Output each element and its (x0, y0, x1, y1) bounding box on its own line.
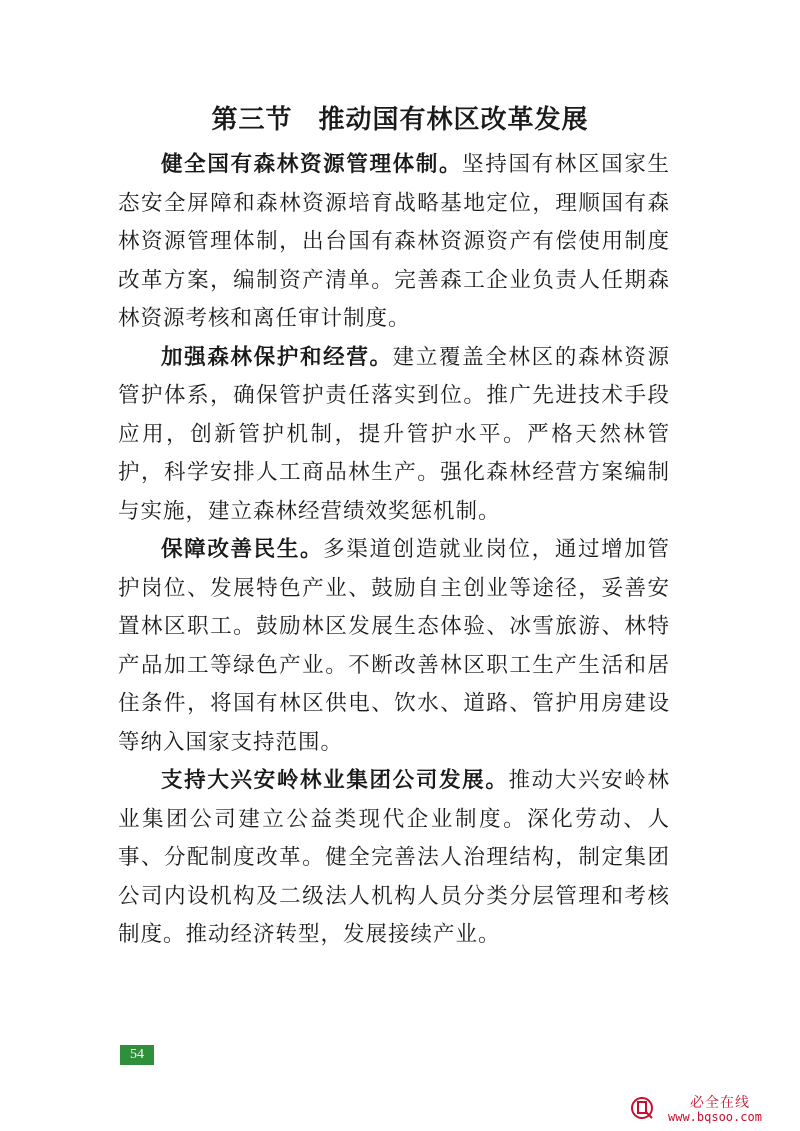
paragraph-lead: 支持大兴安岭林业集团公司发展。 (161, 768, 509, 793)
section-title: 推动国有林区改革发展 (318, 105, 589, 135)
watermark-name: 必全在线 (690, 1095, 750, 1111)
paragraph-lead: 加强森林保护和经营。 (161, 344, 393, 370)
section-number: 第三节 (211, 105, 293, 135)
document-body (118, 146, 670, 955)
paragraph-text: 推动大兴安岭林业集团公司建立公益类现代企业制度。深化劳动、人事、分配制度改革。健全完善法人治理结构，制定集团公司内设机构及二级法人机构人员分类分层管理和考核制度。推动经济转型，发展接续产业。 (118, 768, 670, 947)
paragraph-lead: 保障改善民生。 (161, 537, 324, 562)
watermark-url: www.bqsoo.com (668, 1110, 762, 1124)
paragraph-lead: 健全国有森林资源管理体制。 (161, 152, 463, 177)
page-number-badge: 54 (120, 1045, 154, 1065)
bq-logo-icon (630, 1096, 656, 1120)
paragraph-daxinganling (118, 762, 670, 955)
paragraph-text: 建立覆盖全林区的森林资源管护体系，确保管护责任落实到位。推广先进技术手段应用，创新管护机制，提升管护水平。严格天然林管护，科学安排人工商品林生产。强化森林经营方案编制与实施，建立森林经营绩效奖惩机制。 (118, 344, 670, 524)
paragraph-forest-protection (118, 339, 670, 532)
section-heading (0, 103, 800, 137)
watermark (630, 1090, 790, 1126)
paragraph-text: 坚持国有林区国家生态安全屏障和森林资源培育战略基地定位，理顺国有森林资源管理体制，出台国有森林资源资产有偿使用制度改革方案，编制资产清单。完善森工企业负责人任期森林资源考核和离任审计制度。 (118, 152, 670, 331)
paragraph-text: 多渠道创造就业岗位，通过增加管护岗位、发展特色产业、鼓励自主创业等途径，妥善安置林区职工。鼓励林区发展生态体验、冰雪旅游、林特产品加工等绿色产业。不断改善林区职工生产生活和居住条件，将国有林区供电、饮水、道路、管护用房建设等纳入国家支持范围。 (118, 537, 670, 755)
paragraph-livelihood (118, 531, 670, 762)
paragraph-forest-resource-management (118, 146, 670, 339)
